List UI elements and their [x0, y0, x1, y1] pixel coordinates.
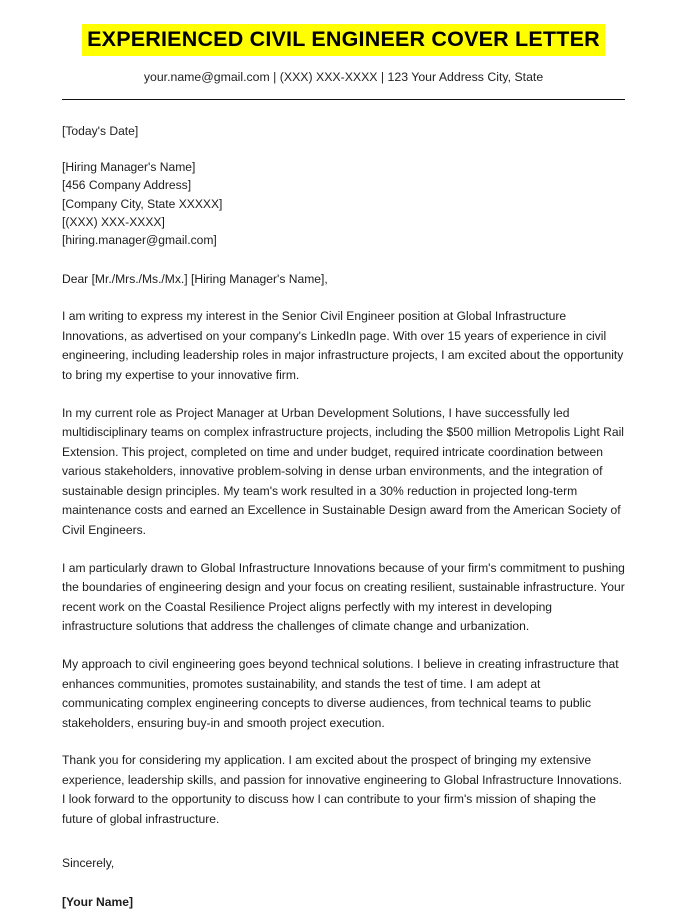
salutation: Dear [Mr./Mrs./Ms./Mx.] [Hiring Manager's Name], [62, 271, 328, 286]
recipient-name: [Hiring Manager's Name] [62, 159, 196, 174]
closing-salutation: Sincerely, [62, 855, 115, 870]
letter-body [62, 100, 625, 912]
letter-date: [Today's Date] [62, 124, 139, 139]
body-paragraph: I am writing to express my interest in the Senior Civil Engineer position at Global Infrastructure Innovations, as advertised on your company's LinkedIn page. With over 15 years of experience in civil engineering, including leadership roles in major infrastructure projects, I am excited about the opportunity to bring my expertise to your innovative firm. [62, 309, 624, 382]
recipient-city-state-zip: [Company City, State XXXXX] [62, 196, 223, 211]
recipient-email: [hiring.manager@gmail.com] [62, 233, 217, 248]
letter-header [62, 0, 625, 100]
body-paragraph: I am particularly drawn to Global Infrastructure Innovations because of your firm's commitment to pushing the boundaries of engineering design and your focus on creating resilient, sustainable infrastructure. Your recent work on the Coastal Resilience Project aligns perfectly with my interest in developing infrastructure solutions that address the challenges of climate change and urbanization. [62, 560, 625, 634]
body-paragraph: In my current role as Project Manager at Urban Development Solutions, I have successfully led multidisciplinary teams on complex infrastructure projects, including the $500 million Metropolis Light Rail Extension. This project, completed on time and under budget, required intricate coordination between various stakeholders, innovative problem-solving in dense urban environments, and the integration of sustainable design principles. My team's work resulted in a 30% reduction in projected long-term maintenance costs and earned an Excellence in Sustainable Design award from the American Society of Civil Engineers. [62, 405, 624, 538]
applicant-contact-line: your.name@gmail.com | (XXX) XXX-XXXX | 123 Your Address City, State [143, 70, 544, 85]
recipient-street: [456 Company Address] [62, 178, 192, 193]
recipient-phone: [(XXX) XXX-XXXX] [62, 214, 165, 229]
page-title: EXPERIENCED CIVIL ENGINEER COVER LETTER [82, 24, 605, 56]
body-paragraph: Thank you for considering my application. I am excited about the prospect of bringing my extensive experience, leadership skills, and passion for innovative engineering to Global Infrastructure Innovations. I look forward to the opportunity to discuss how I can contribute to your firm's mission of shaping the future of global infrastructure. [62, 753, 622, 826]
letter-content [62, 0, 625, 913]
body-paragraph: My approach to civil engineering goes beyond technical solutions. I believe in creating infrastructure that enhances communities, promotes sustainability, and stands the test of time. I am adept at communicating complex engineering concepts to diverse audiences, from technical teams to public stakeholders, ensuring buy-in and smooth project execution. [62, 656, 619, 730]
recipient-address-block [62, 158, 625, 250]
signature-name: [Your Name] [62, 895, 134, 910]
